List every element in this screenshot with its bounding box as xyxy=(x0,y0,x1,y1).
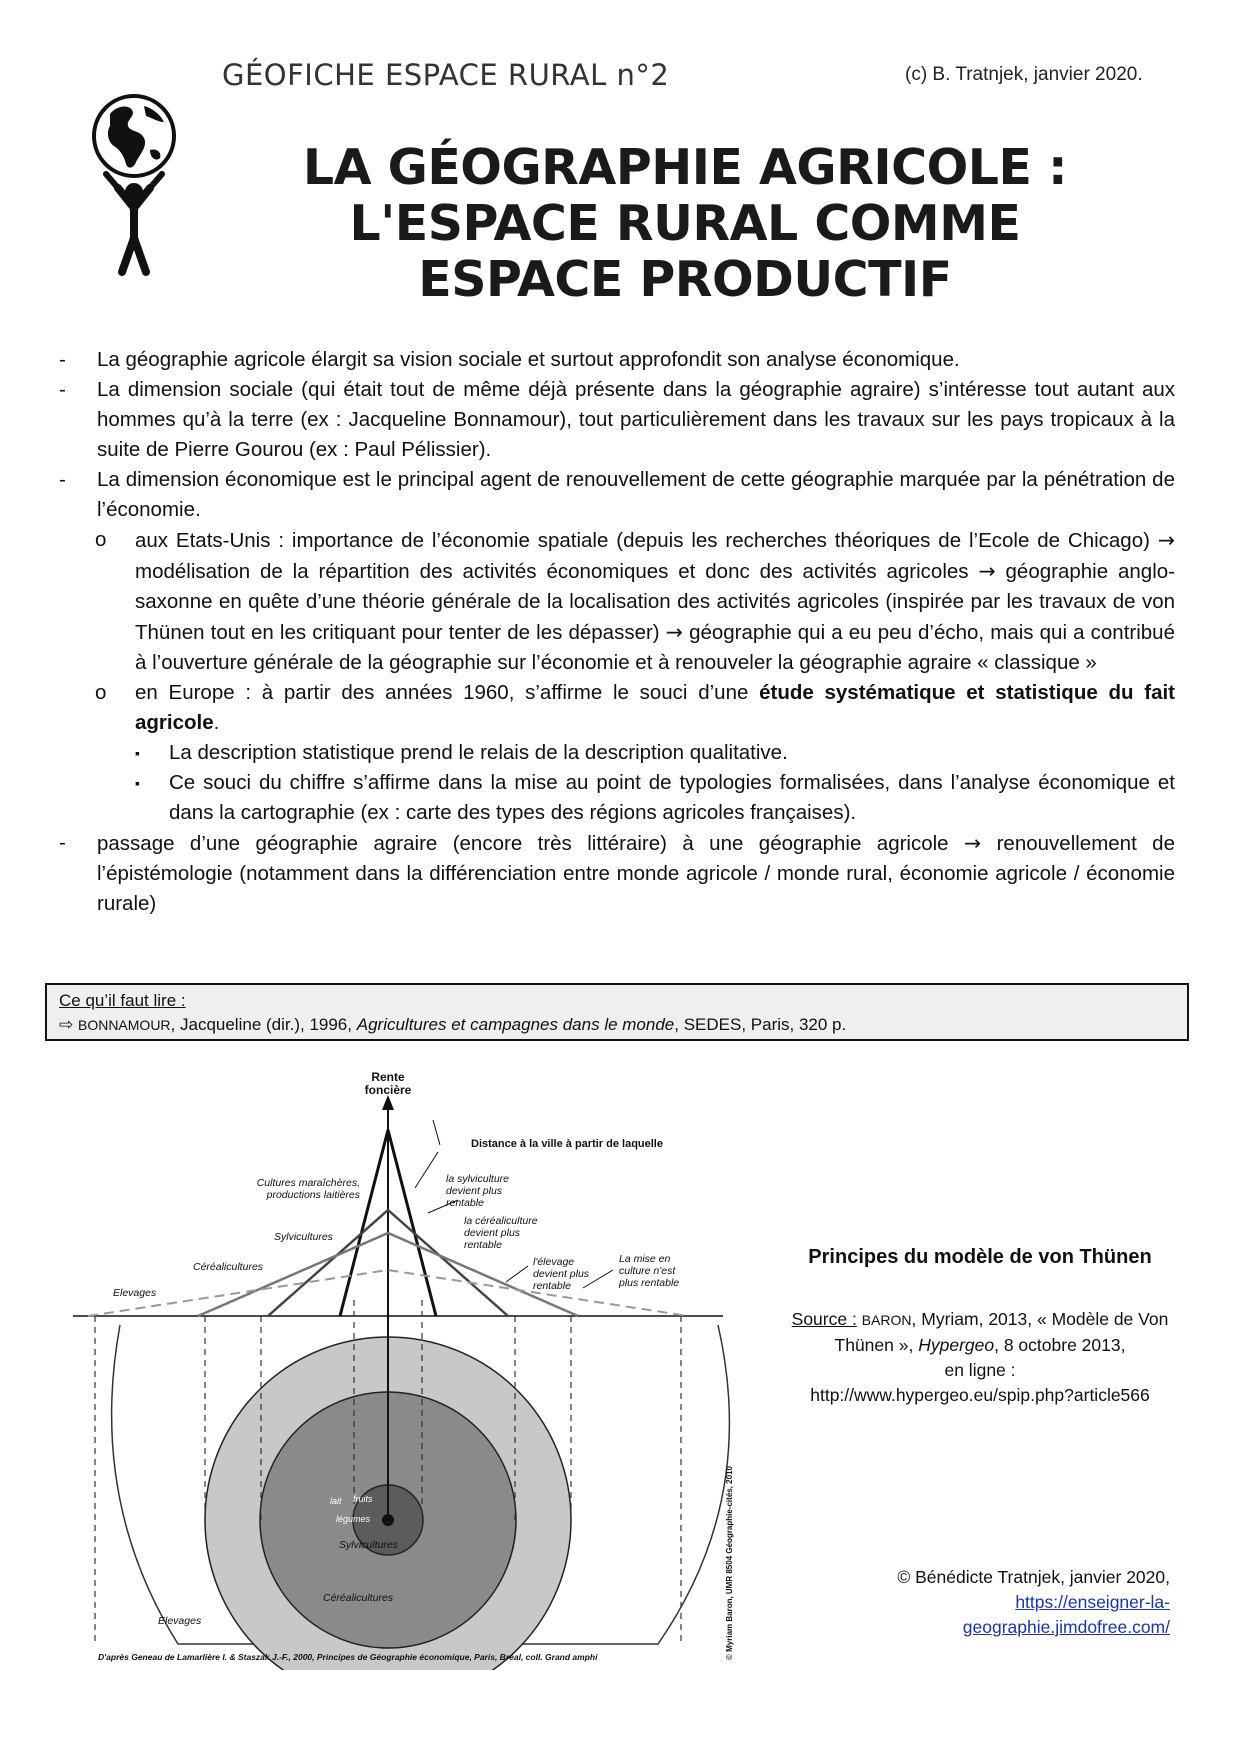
label-elev-3: rentable xyxy=(533,1280,571,1292)
sub-marker: o xyxy=(95,681,107,704)
bullet-text: La géographie agricole élargit sa vision sociale et surtout approfondit son analyse économique. xyxy=(97,348,960,371)
arrow-right-icon: → xyxy=(964,831,982,855)
subsub-text: Ce souci du chiffre s’affirme dans la mise au point de typologies formalisées, dans l’analyse économique et dans la cartographie (ex : carte des types des régions agricoles françaises). xyxy=(169,771,1175,824)
figure-side-credit: © Myriam Baron, UMR 8504 Géographie-cités, 2010 xyxy=(725,1466,734,1660)
bullet-text: La dimension économique est le principal agent de renouvellement de cette géographie marquée par la pénétration de l’économie. xyxy=(97,468,1175,521)
label-maraichage-2: productions laitières xyxy=(266,1189,360,1201)
footer-copyright xyxy=(820,1565,1170,1640)
reading-book: Agricultures et campagnes dans le monde xyxy=(356,1015,675,1034)
arrow-right-icon: → xyxy=(665,620,683,644)
bullet-text: La dimension sociale (qui était tout de même déjà présente dans la géographie agraire) s’intéresse tout autant aux hommes qu’à la terre (ex : Jacqueline Bonnamour), tout particulièrement dans les travaux sur les pays tropicaux à la suite de Pierre Gourou (ex : Paul Pélissier). xyxy=(97,378,1175,461)
subsub-text: La description statistique prend le relais de la description qualitative. xyxy=(169,741,788,764)
title-line-1: LA GÉOGRAPHIE AGRICOLE : xyxy=(302,139,1068,196)
source-rest: , Myriam, 2013, « Modèle de Von Thünen », xyxy=(834,1309,1169,1355)
figure-caption-title: Principes du modèle de von Thünen xyxy=(808,1246,1152,1268)
reading-box xyxy=(45,983,1189,1041)
ring-label-elevages: Elevages xyxy=(158,1615,202,1627)
ring-label-fruits: fruits xyxy=(353,1494,373,1504)
main-text xyxy=(55,345,1175,919)
bullet-item xyxy=(55,828,1175,919)
sub-text: modélisation de la répartition des activités économiques et donc des activités agricoles xyxy=(135,560,969,583)
label-mise-3: plus rentable xyxy=(619,1277,680,1289)
ring-label-legumes: légumes xyxy=(336,1514,371,1524)
footer-link-line-2[interactable]: geographie.jimdofree.com/ xyxy=(962,1617,1170,1637)
label-cereal-1: la céréaliculture xyxy=(464,1215,538,1227)
source-date: , 8 octobre 2013, xyxy=(994,1335,1126,1355)
sub-text: géographie anglo-saxonne en quête d’une théorie générale de la localisation des activités agricoles (inspirée par les travaux de von Thünen tout en les critiquant pour tenter de les dépasser) xyxy=(135,560,1175,644)
page-title xyxy=(250,140,1120,308)
source-journal: Hypergeo xyxy=(918,1335,995,1355)
top-note: Distance à la ville à partir de laquelle xyxy=(471,1138,663,1150)
label-sylvi-3: rentable xyxy=(446,1197,484,1209)
bullet-marker: - xyxy=(59,378,66,401)
sub-text: géographie qui a eu peu d’écho, mais qui a contribué à l’ouverture générale de la géographie sur l’économie et à renouveler la géographie agraire « classique » xyxy=(135,621,1175,674)
label-sylvi-2: devient plus xyxy=(446,1185,503,1197)
footer-link-line-1[interactable]: https://enseigner-la- xyxy=(1015,1592,1170,1612)
bullet-marker: - xyxy=(59,348,66,371)
figure-source-line: D'après Geneau de Lamarlière I. & Staszak J.-F., 2000, Principes de Géographie économique, Paris, Bréal, coll. Grand amphi xyxy=(98,1652,598,1662)
series-label: GÉOFICHE ESPACE RURAL n°2 xyxy=(222,58,670,92)
label-sylvicultures: Sylvicultures xyxy=(274,1231,333,1243)
label-sylvi-1: la sylviculture xyxy=(446,1173,510,1185)
bullet-text: renouvellement de l’épistémologie (notamment dans la différenciation entre monde agricole / monde rural, économie agricole / économie rurale) xyxy=(97,832,1175,915)
bullet-item xyxy=(55,375,1175,465)
label-mise-2: culture n'est xyxy=(619,1265,676,1277)
label-mise-1: La mise en xyxy=(619,1253,671,1265)
label-cereal-2: devient plus xyxy=(464,1227,521,1239)
label-elev-2: devient plus xyxy=(533,1268,590,1280)
title-line-3: ESPACE PRODUCTIF xyxy=(418,251,952,308)
header-credit: (c) B. Tratnjek, janvier 2020. xyxy=(905,64,1143,85)
ring-label-sylvicultures: Sylvicultures xyxy=(339,1539,398,1551)
sub-text: aux Etats-Unis : importance de l’économie spatiale (depuis les recherches théoriques de l’Ecole de Chicago) xyxy=(135,529,1150,552)
sub-text: en Europe : à partir des années 1960, s’affirme le souci d’une xyxy=(135,681,749,704)
arrow-right-icon: → xyxy=(1157,528,1175,552)
label-maraichage-1: Cultures maraîchères, xyxy=(256,1177,360,1189)
sub-marker: o xyxy=(95,528,107,551)
reading-publisher: , SEDES, Paris, 320 p. xyxy=(674,1015,847,1034)
source-url[interactable]: http://www.hypergeo.eu/spip.php?article566 xyxy=(810,1385,1150,1405)
source-online: en ligne : xyxy=(944,1360,1016,1380)
square-bullet-icon: ▪ xyxy=(135,745,140,761)
axis-label-1: Rente xyxy=(371,1070,405,1084)
von-thunen-diagram xyxy=(68,1070,768,1670)
sub-item xyxy=(55,678,1175,738)
reading-author-rest: , Jacqueline (dir.), 1996, xyxy=(170,1015,352,1034)
reading-author: BONNAMOUR xyxy=(77,1017,171,1033)
subsub-item xyxy=(55,738,1175,768)
bullet-item xyxy=(55,345,1175,375)
arrow-right-icon: → xyxy=(978,559,996,583)
source-author: BARON xyxy=(861,1312,912,1328)
label-elevages: Elevages xyxy=(113,1287,157,1299)
copyright-text: © Bénédicte Tratnjek, janvier 2020, xyxy=(897,1567,1170,1587)
bullet-marker: - xyxy=(59,831,66,854)
globe-atlas-icon xyxy=(88,92,178,278)
ring-label-cerealicultures: Céréalicultures xyxy=(323,1592,394,1604)
source-label: Source : xyxy=(791,1309,857,1329)
bullet-marker: - xyxy=(59,468,66,491)
label-cerealicultures: Céréalicultures xyxy=(193,1261,264,1273)
square-bullet-icon: ▪ xyxy=(135,775,140,791)
sub-text-end: . xyxy=(213,711,220,734)
reading-reference xyxy=(59,1013,1175,1037)
sub-text-bold: étude systématique et statistique du fait agricole xyxy=(135,681,1175,734)
title-line-2: L'ESPACE RURAL COMME xyxy=(349,195,1021,252)
axis-label-2: foncière xyxy=(364,1083,412,1097)
arrow-right-outline-icon: ⇨ xyxy=(59,1015,74,1035)
figure-caption-source xyxy=(770,1307,1190,1408)
bullet-text: passage d’une géographie agraire (encore très littéraire) à une géographie agricole xyxy=(97,832,949,855)
bullet-item xyxy=(55,465,1175,525)
sub-item xyxy=(55,525,1175,678)
ring-label-lait: lait xyxy=(330,1496,342,1506)
reading-heading: Ce qu’il faut lire : xyxy=(59,991,186,1010)
label-cereal-3: rentable xyxy=(464,1239,502,1251)
subsub-item xyxy=(55,768,1175,828)
label-elev-1: l'élevage xyxy=(533,1256,575,1268)
